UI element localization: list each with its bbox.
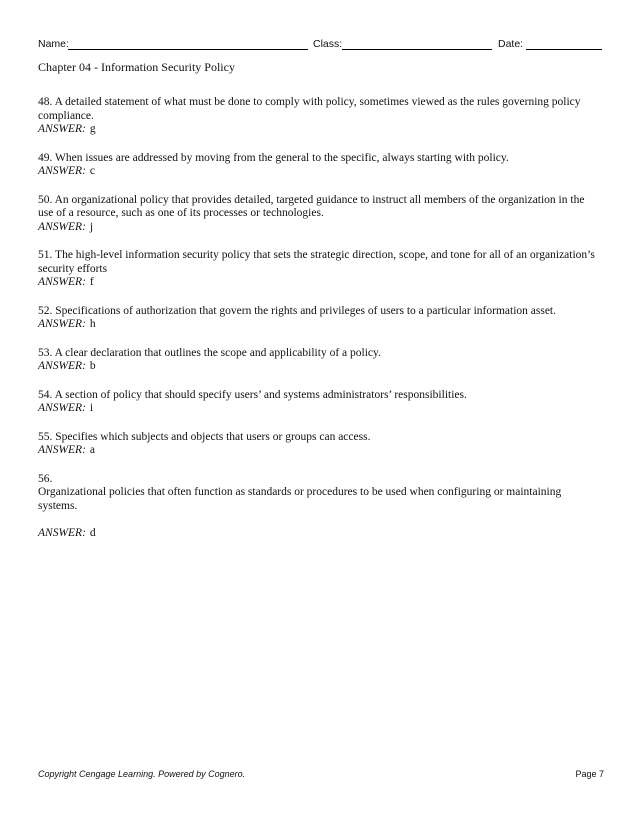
answer-value: b [89, 360, 96, 372]
answer-value: i [89, 402, 94, 414]
question-number: 50. [38, 193, 53, 206]
question-text: 51. The high-level information security policy that sets the strategic direction, scope, and tone for all of an organization’s security efforts [38, 249, 595, 275]
answer-label: ANSWER: [38, 360, 86, 372]
answer-label: ANSWER: [38, 318, 86, 330]
answer-value: j [89, 220, 94, 233]
answer [38, 165, 600, 179]
worksheet-header [38, 37, 603, 51]
answer-value: a [89, 444, 96, 456]
name-field[interactable] [68, 49, 308, 50]
date-field[interactable] [526, 49, 602, 50]
answer-label: ANSWER: [38, 276, 86, 288]
question-number: 48. [38, 96, 53, 108]
question-text: 52. Specifications of authorization that govern the rights and privileges of users to a particular information asset. [38, 304, 556, 317]
answer-value: g [89, 123, 96, 135]
question-56 [38, 473, 600, 541]
question-53 [38, 347, 600, 374]
question-number: 51. [38, 249, 53, 261]
answer-label: ANSWER: [38, 220, 86, 233]
answer-label: ANSWER: [38, 444, 86, 456]
answer-value: h [89, 318, 96, 330]
question-50 [38, 194, 600, 235]
answer [38, 527, 600, 541]
question-text: 49. When issues are addressed by moving from the general to the specific, always starting with policy. [38, 151, 509, 164]
name-label: Name: [38, 38, 69, 50]
answer-value: d [89, 527, 96, 539]
answer [38, 360, 600, 374]
question-54 [38, 389, 600, 416]
question-number: 49. [38, 151, 53, 164]
question-55 [38, 431, 600, 458]
answer [38, 123, 600, 137]
copyright-notice: Copyright Cengage Learning. Powered by Cognero. [38, 769, 246, 779]
question-text: 53. A clear declaration that outlines the scope and applicability of a policy. [38, 346, 381, 359]
chapter-title: Chapter 04 - Information Security Policy [38, 60, 235, 74]
page-footer [38, 767, 604, 781]
answer-value: c [89, 165, 96, 177]
question-text: Organizational policies that often function as standards or procedures to be used when configuring or maintaining systems. [38, 486, 562, 512]
question-number: 54. [38, 388, 53, 401]
answer [38, 444, 600, 458]
answer-value: f [89, 276, 94, 288]
answer [38, 318, 600, 332]
answer-label: ANSWER: [38, 402, 86, 414]
date-label: Date: [498, 38, 524, 50]
question-text: 48. A detailed statement of what must be done to comply with policy, sometimes viewed as the rules governing policy compliance. [38, 96, 581, 122]
answer-label: ANSWER: [38, 527, 86, 539]
question-48 [38, 96, 600, 137]
question-number: 55. [38, 430, 53, 443]
answer-label: ANSWER: [38, 123, 86, 135]
answer-label: ANSWER: [38, 165, 86, 177]
question-text: 55. Specifies which subjects and objects that users or groups can access. [38, 430, 371, 443]
question-number: 52. [38, 304, 53, 317]
question-51 [38, 249, 600, 290]
answer [38, 276, 600, 290]
question-49 [38, 152, 600, 179]
class-field[interactable] [342, 49, 492, 50]
answer [38, 402, 600, 416]
question-text: 50. An organizational policy that provides detailed, targeted guidance to instruct all members of the organization in the use of a resource, such as one of its processes or technologies. [38, 193, 585, 219]
question-list [38, 96, 600, 556]
question-text: 54. A section of policy that should specify users’ and systems administrators’ responsibilities. [38, 388, 467, 401]
class-label: Class: [313, 38, 343, 50]
question-number: 53. [38, 346, 53, 359]
answer [38, 221, 600, 235]
page-number: Page 7 [575, 769, 604, 779]
question-52 [38, 305, 600, 332]
question-number: 56. [38, 472, 53, 485]
